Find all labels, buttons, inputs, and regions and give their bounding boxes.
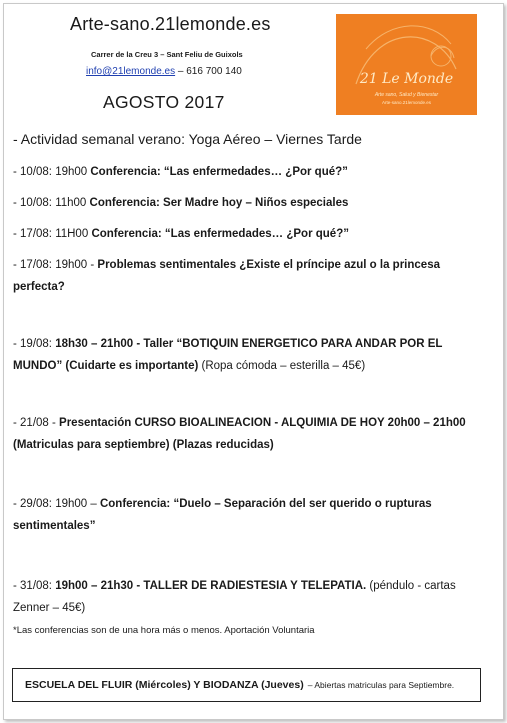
logo-tagline: Arte sano, Salud y Bienestar bbox=[374, 92, 439, 98]
event-title: Conferencia: Ser Madre hoy – Niños especiales bbox=[89, 197, 349, 209]
footer-main: ESCUELA DEL FLUIR (Miércoles) Y BIODANZA (Jueves) bbox=[25, 679, 304, 691]
event-date: - 21/08 - bbox=[13, 417, 56, 429]
footer-note: – Abiertas matriculas para Septiembre. bbox=[307, 680, 455, 690]
event-date: - 17/08: 19h00 - bbox=[13, 259, 95, 271]
event-title: Presentación CURSO BIOALINEACION - ALQUIMIA DE HOY 20h00 – 21h00 (Matriculas para septiembre) (Plazas reducidas) bbox=[13, 417, 466, 451]
event-title: 18h30 – 21h00 - Taller “BOTIQUIN ENERGETICO PARA ANDAR POR EL MUNDO” (Cuidarte es importante) bbox=[13, 338, 443, 372]
logo-brand-text: 21 Le Monde bbox=[359, 71, 454, 87]
phone-number: – 616 700 140 bbox=[177, 66, 242, 77]
event-title: Conferencia: “Las enfermedades… ¿Por qué?” bbox=[90, 166, 348, 178]
event-item bbox=[13, 161, 483, 183]
footer-banner bbox=[12, 668, 481, 702]
event-item bbox=[13, 192, 483, 214]
event-item bbox=[13, 333, 483, 377]
event-item bbox=[13, 254, 483, 298]
event-date: - 10/08: 11h00 bbox=[13, 197, 87, 209]
event-item bbox=[13, 493, 483, 537]
event-date: - 17/08: 11H00 bbox=[13, 228, 89, 240]
site-title: Arte-sano.21lemonde.es bbox=[70, 14, 271, 34]
event-item bbox=[13, 412, 483, 456]
event-title: Conferencia: “Las enfermedades… ¿Por qué?” bbox=[91, 228, 349, 240]
event-date: - 10/08: 19h00 bbox=[13, 166, 88, 178]
event-title: 19h00 – 21h30 - TALLER DE RADIESTESIA Y TELEPATIA. bbox=[55, 580, 367, 592]
event-title: Conferencia: “Duelo – Separación del ser querido o rupturas sentimentales” bbox=[13, 498, 432, 532]
logo-url: Arte-sano.21lemonde.es bbox=[381, 100, 432, 105]
email-link[interactable]: info@21lemonde.es bbox=[86, 66, 176, 77]
event-title: Problemas sentimentales ¿Existe el príncipe azul o la princesa perfecta? bbox=[13, 259, 440, 293]
event-date: - 31/08: bbox=[13, 580, 52, 592]
month-title: AGOSTO 2017 bbox=[103, 92, 225, 112]
brand-logo bbox=[336, 14, 477, 115]
event-details: (Ropa cómoda – esterilla – 45€) bbox=[201, 360, 366, 372]
event-date: - 29/08: 19h00 – bbox=[13, 498, 97, 510]
event-date: - 19/08: bbox=[13, 338, 52, 350]
weekly-activity: - Actividad semanal verano: Yoga Aéreo – Viernes Tarde bbox=[13, 131, 362, 147]
event-item bbox=[13, 575, 483, 619]
event-details: (péndulo - cartas Zenner – 45€) bbox=[13, 580, 456, 614]
address-line: Carrer de la Creu 3 – Sant Feliu de Guixols bbox=[91, 50, 243, 59]
footnote: *Las conferencias son de una hora más o menos. Aportación Voluntaria bbox=[13, 625, 315, 636]
contact-line bbox=[86, 66, 242, 77]
event-item bbox=[13, 223, 483, 245]
